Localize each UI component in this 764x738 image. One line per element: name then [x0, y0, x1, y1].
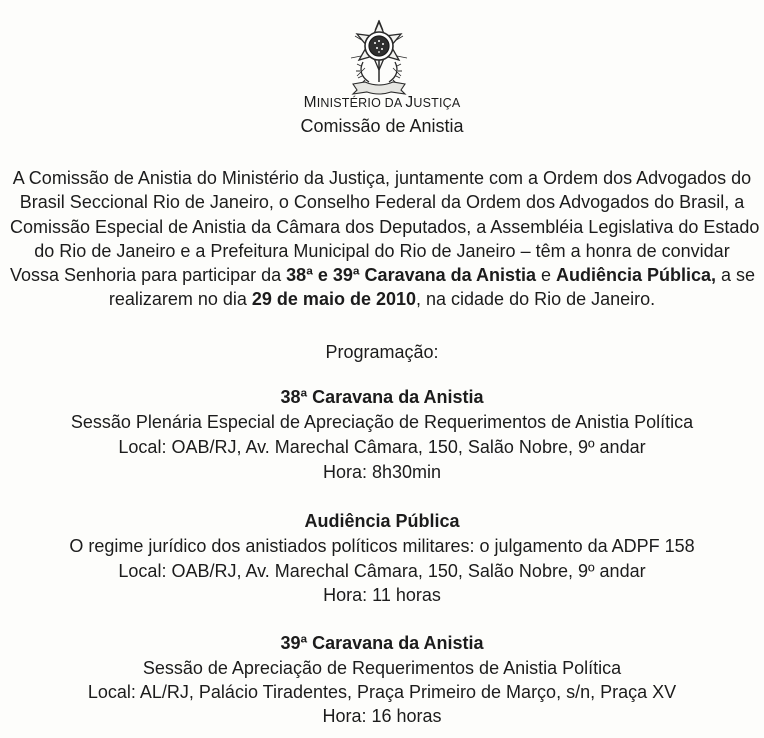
program-heading: Programação: [325, 342, 439, 362]
brazil-coat-of-arms-seal [343, 16, 415, 96]
event-title: Audiência Pública [304, 511, 460, 531]
event-time: Hora: 8h30min [322, 462, 442, 482]
event-time: Hora: 11 horas [323, 585, 441, 605]
hearing-highlight: Audiência Pública, [555, 265, 717, 286]
invitation-line: realizarem no dia 29 de maio de 2010, na cidade do Rio de Janeiro. [108, 289, 656, 310]
ministry-name: MINISTÉRIO DA JUSTIÇA [303, 94, 461, 111]
event-title: 38ª Caravana da Anistia [280, 387, 484, 407]
event-location: Local: OAB/RJ, Av. Marechal Câmara, 150, Salão Nobre, 9º andar [118, 561, 646, 581]
event-description: Sessão de Apreciação de Requerimentos de Anistia Política [142, 658, 622, 678]
caravans-highlight: 38ª e 39ª Caravana da Anistia [286, 265, 536, 286]
event-description: O regime jurídico dos anistiados políticos militares: o julgamento da ADPF 158 [69, 536, 695, 556]
event-description: Sessão Plenária Especial de Apreciação de Requerimentos de Anistia Política [70, 412, 694, 432]
invitation-line: Vossa Senhoria para participar da 38ª e 39ª Caravana da Anistia e Audiência Pública, a se [10, 265, 756, 286]
invitation-line: A Comissão de Anistia do Ministério da Justiça, juntamente com a Ordem dos Advogados do [12, 168, 752, 188]
event-location: Local: OAB/RJ, Av. Marechal Câmara, 150, Salão Nobre, 9º andar [118, 437, 646, 457]
event-location: Local: AL/RJ, Palácio Tiradentes, Praça Primeiro de Março, s/n, Praça XV [87, 682, 677, 702]
invitation-paragraph [10, 166, 760, 312]
invitation-line: do Rio de Janeiro e a Prefeitura Municipal do Rio de Janeiro – têm a honra de convidar [34, 240, 730, 261]
invitation-line: Comissão Especial de Anistia da Câmara dos Deputados, a Assembléia Legislativa do Estado [10, 216, 760, 237]
event-date: 29 de maio de 2010 [251, 289, 416, 310]
event-title: 39ª Caravana da Anistia [280, 633, 484, 653]
commission-name: Comissão de Anistia [300, 116, 464, 136]
invitation-line: Brasil Seccional Rio de Janeiro, o Conselho Federal da Ordem dos Advogados do Brasil, a [19, 192, 745, 213]
event-time: Hora: 16 horas [322, 706, 442, 726]
